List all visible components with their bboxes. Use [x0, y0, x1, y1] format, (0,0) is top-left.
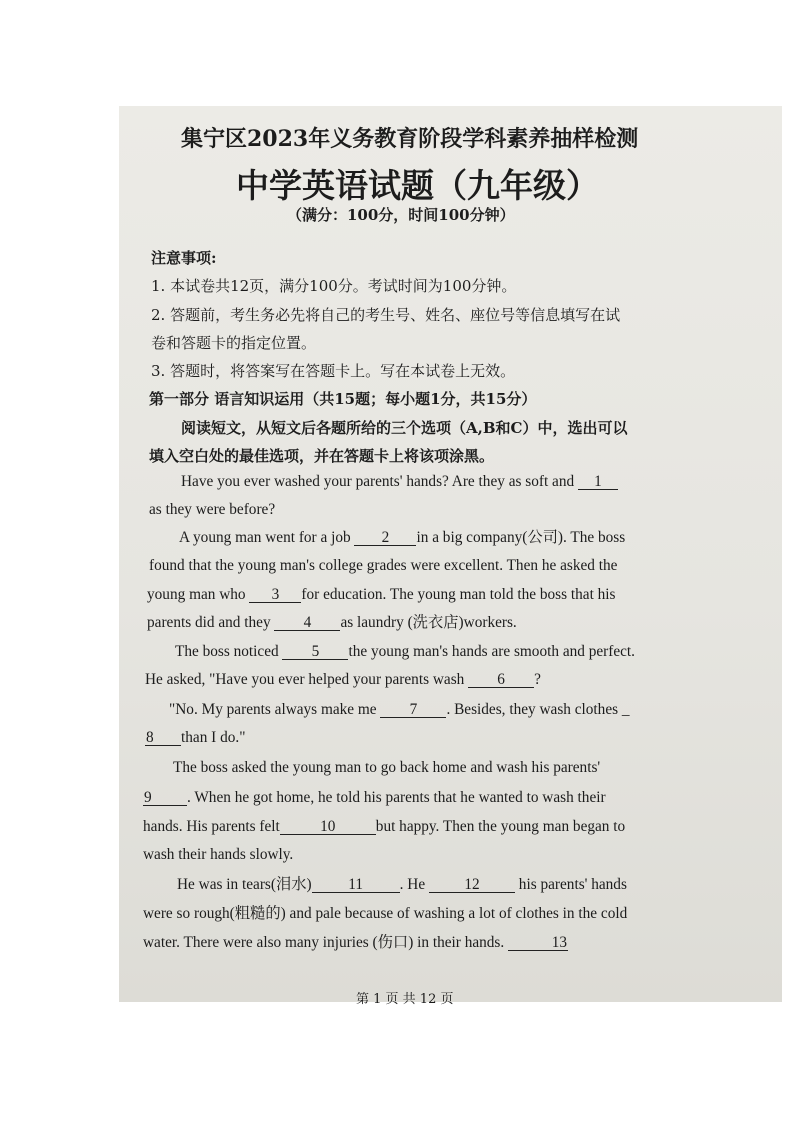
passage-text: parents did and they	[147, 614, 275, 631]
passage-text: "No. My parents always make me	[169, 701, 381, 718]
part1-instruction: 阅读短文，从短文后各题所给的三个选项（A,B和C）中，选出可以	[181, 419, 628, 437]
passage-line	[147, 615, 517, 631]
passage-text: . Besides, they wash clothes _	[446, 701, 630, 718]
passage-line: as they were before?	[149, 501, 276, 518]
part1-instruction: 填入空白处的最佳选项，并在答题卡上将该项涂黑。	[149, 447, 495, 465]
passage-line	[181, 474, 618, 490]
passage-text: in a big company(公司). The boss	[416, 529, 626, 546]
passage-text: as laundry (洗衣店)workers.	[340, 614, 517, 631]
blank-12: 12	[429, 877, 515, 893]
passage-text: He asked, "Have you ever helped your parents wash	[145, 671, 469, 688]
passage-line: were so rough(粗糙的) and pale because of washing a lot of clothes in the cold	[143, 905, 628, 922]
blank-10: 10	[280, 819, 376, 835]
blank-6: 6	[468, 672, 534, 688]
blank-13: 13	[508, 935, 568, 951]
passage-line	[145, 672, 541, 688]
passage-text: ?	[534, 671, 541, 688]
exam-page-photo	[119, 106, 782, 1002]
passage-text: water. There were also many injuries (伤口) in their hands.	[143, 934, 509, 951]
page-footer: 第 1 页 共 12 页	[356, 992, 454, 1007]
blank-8: 8	[145, 730, 181, 746]
exam-header-line: 集宁区2023年义务教育阶段学科素养抽样检测	[181, 126, 639, 152]
passage-text: than I do."	[181, 729, 246, 746]
passage-line	[145, 730, 245, 746]
passage-line: found that the young man's college grades were excellent. Then he asked the	[149, 557, 618, 574]
blank-1: 1	[578, 474, 618, 490]
blank-3: 3	[249, 587, 301, 603]
passage-text: Have you ever washed your parents' hands? Are they as soft and	[181, 473, 578, 490]
blank-7: 7	[380, 702, 446, 718]
passage-line	[179, 530, 625, 546]
passage-line	[143, 819, 625, 835]
note-item: 3. 答题时，将答案写在答题卡上。写在本试卷上无效。	[151, 362, 516, 380]
passage-line: wash their hands slowly.	[143, 846, 294, 863]
passage-line	[169, 702, 630, 718]
note-item: 卷和答题卡的指定位置。	[151, 334, 317, 352]
passage-line: The boss asked the young man to go back home and wash his parents'	[173, 759, 601, 776]
paper-sheet	[119, 106, 782, 1002]
note-item: 1. 本试卷共12页，满分100分。考试时间为100分钟。	[151, 277, 517, 295]
blank-4: 4	[274, 615, 340, 631]
passage-line	[143, 790, 606, 806]
passage-line	[143, 935, 568, 951]
passage-text: . He	[399, 876, 429, 893]
note-item: 2. 答题前，考生务必先将自己的考生号、姓名、座位号等信息填写在试	[151, 306, 621, 324]
blank-5: 5	[282, 644, 348, 660]
passage-text: The boss noticed	[175, 643, 283, 660]
passage-text: He was in tears(泪水)	[177, 876, 312, 893]
passage-text: the young man's hands are smooth and perfect.	[348, 643, 636, 660]
blank-9: 9	[143, 790, 187, 806]
passage-text: but happy. Then the young man began to	[375, 818, 626, 835]
passage-text: for education. The young man told the boss that his	[301, 586, 616, 603]
exam-title: 中学英语试题（九年级）	[236, 166, 599, 205]
blank-2: 2	[354, 530, 416, 546]
passage-line	[175, 644, 635, 660]
passage-text: young man who	[147, 586, 250, 603]
passage-text: hands. His parents felt	[143, 818, 280, 835]
part1-title: 第一部分 语言知识运用（共15题；每小题1分，共15分）	[149, 390, 537, 408]
notes-heading: 注意事项:	[151, 249, 217, 267]
passage-line	[177, 877, 627, 893]
blank-11: 11	[312, 877, 400, 893]
passage-text: A young man went for a job	[179, 529, 355, 546]
passage-text: . When he got home, he told his parents that he wanted to wash their	[187, 789, 606, 806]
exam-subtitle: （满分：100分，时间100分钟）	[287, 206, 515, 224]
passage-line	[147, 587, 616, 603]
passage-text: his parents' hands	[514, 876, 627, 893]
